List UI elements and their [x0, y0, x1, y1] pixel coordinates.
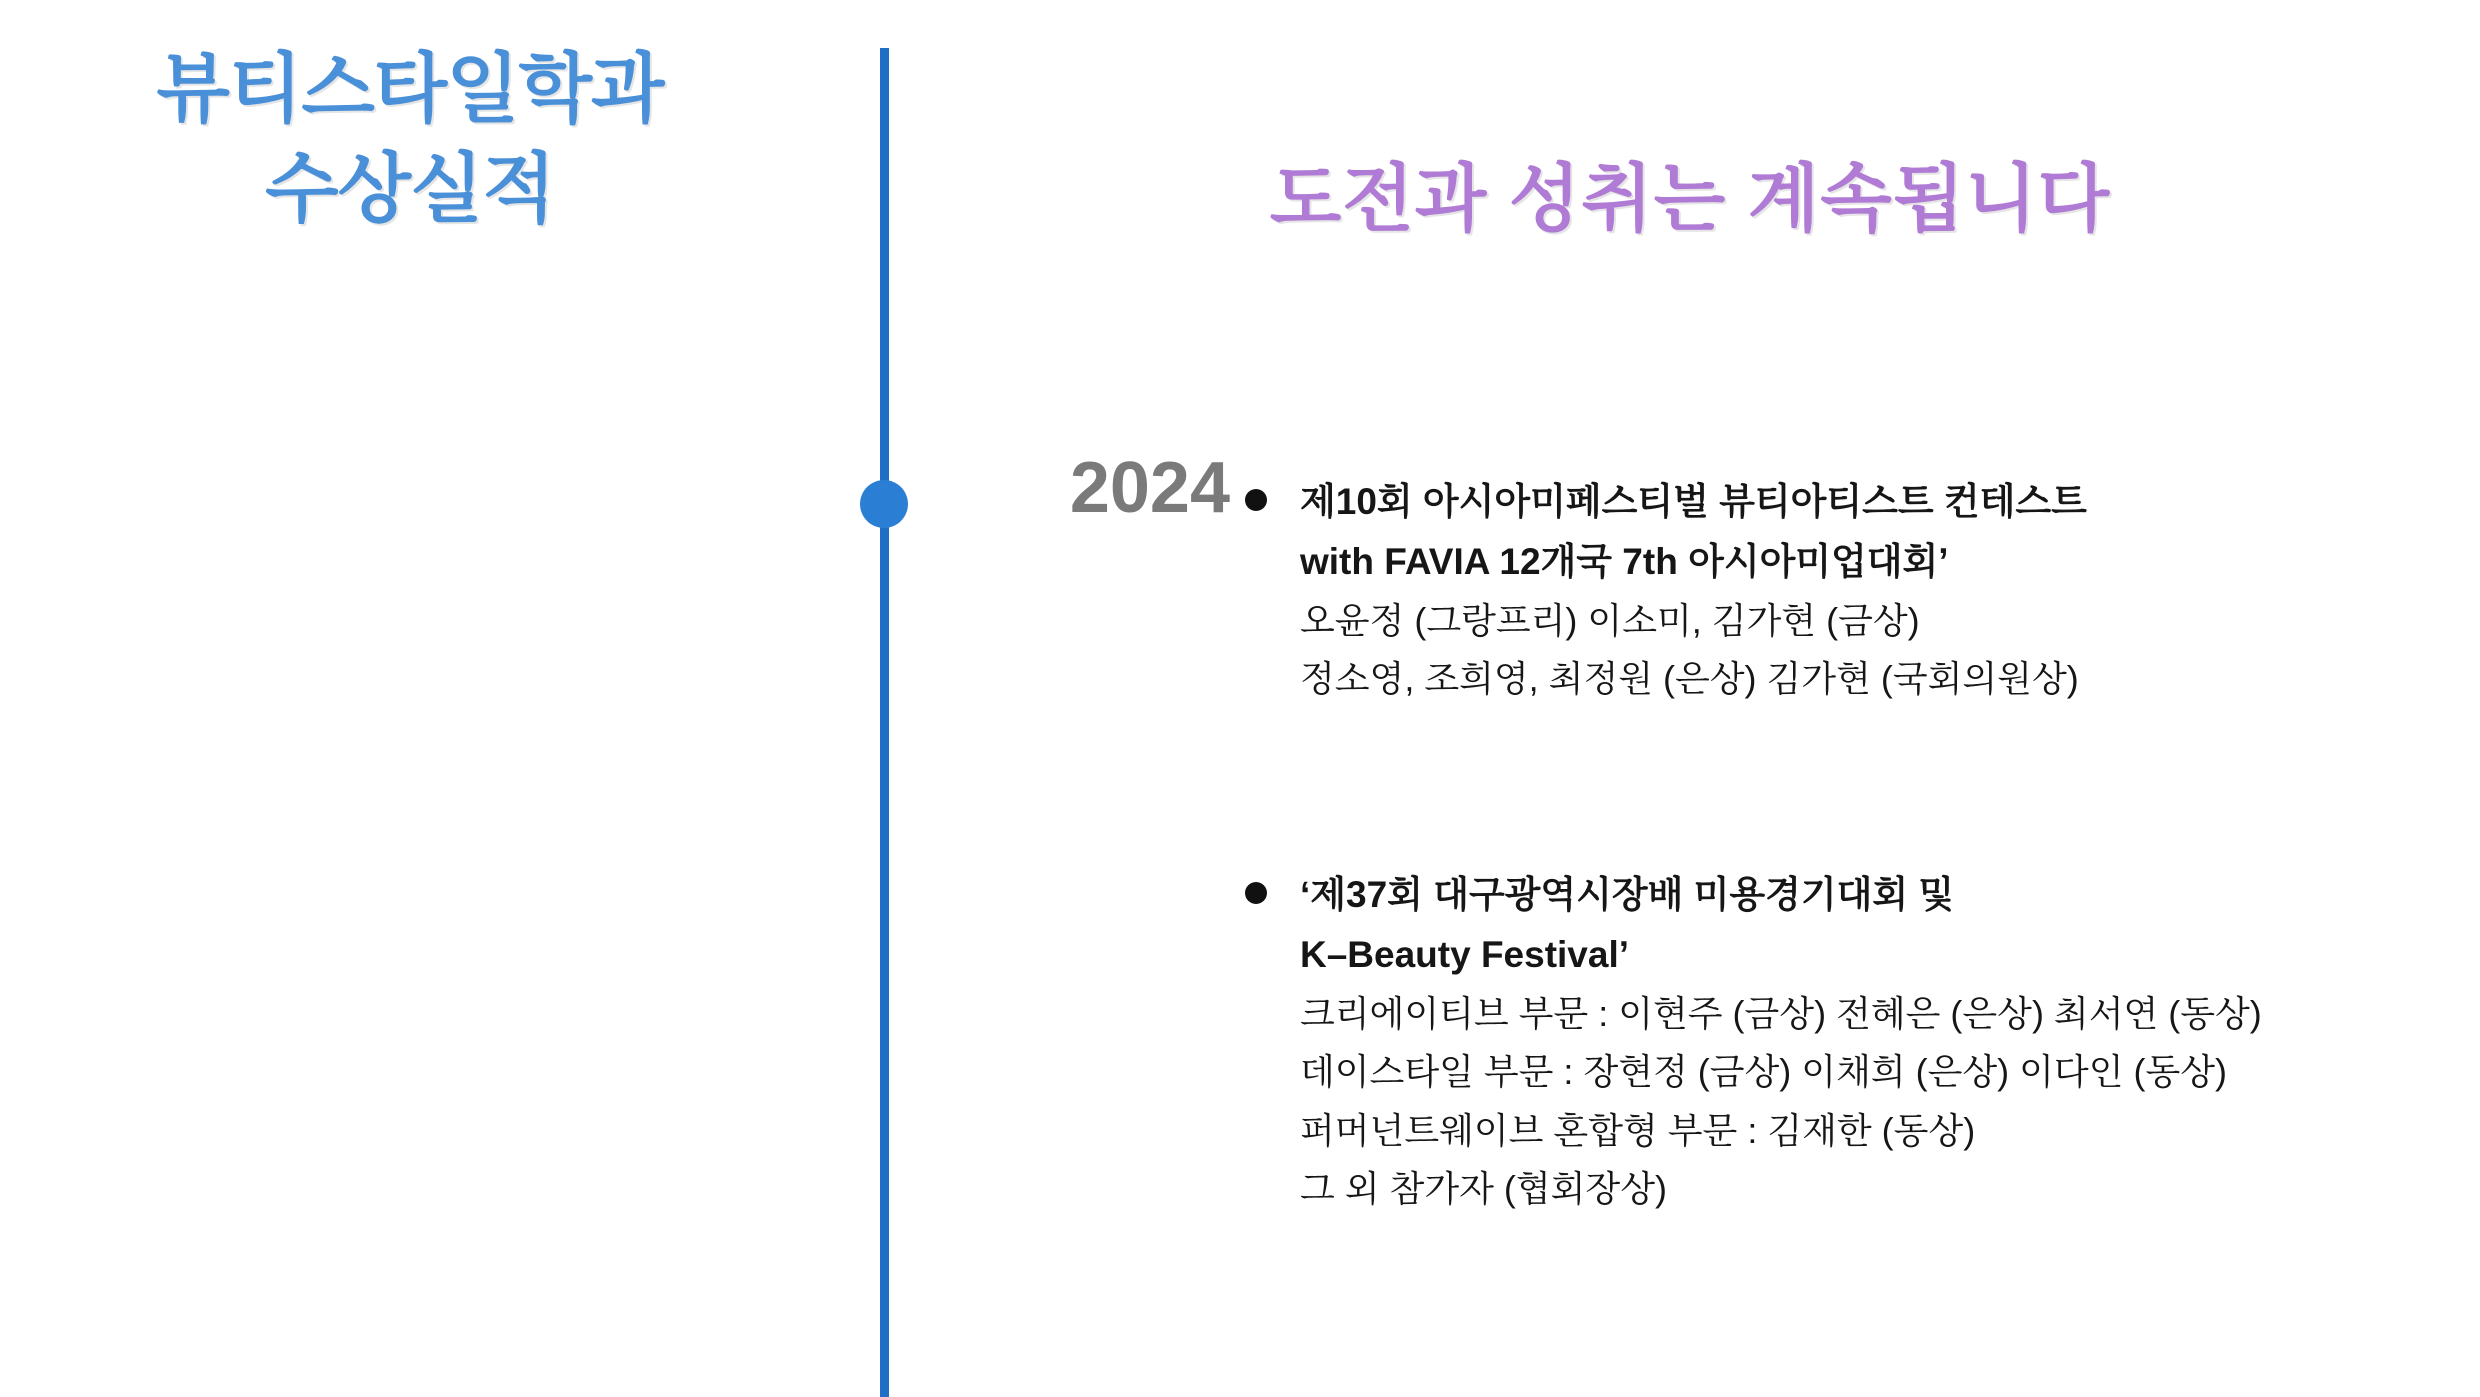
award-entry: [1245, 865, 2475, 1218]
award-entry-heading-line: K–Beauty Festival’: [1300, 933, 1630, 975]
award-entry-detail-line: 정소영, 조희영, 최정원 (은상) 김가현 (국회의원상): [1300, 658, 2079, 700]
award-entry-detail-line: 그 외 참가자 (협회장상): [1300, 1167, 1667, 1209]
award-entry-body: [1300, 472, 2475, 709]
award-entry-heading-line: with FAVIA 12개국 7th 아시아미업대회’: [1300, 540, 1949, 582]
award-entry-detail-line: 데이스타일 부문 : 장현정 (금상) 이채희 (은상) 이다인 (동상): [1300, 1051, 2228, 1093]
award-entry-detail-line: 크리에이티브 부문 : 이현주 (금상) 전혜은 (은상) 최서연 (동상): [1300, 992, 2262, 1034]
award-entry-heading-line: 제10회 아시아미페스티벌 뷰티아티스트 컨테스트: [1300, 481, 2087, 522]
award-entry-heading-line: ‘제37회 대구광역시장배 미용경기대회 및: [1300, 874, 1955, 915]
award-entry: [1245, 472, 2475, 709]
timeline-vertical-rule: [880, 48, 889, 1397]
bullet-icon: [1245, 882, 1267, 904]
award-entry-detail-line: 퍼머넌트웨이브 혼합형 부문 : 김재한 (동상): [1300, 1109, 1976, 1151]
headline: 도전과 성취는 계속됩니다: [1269, 157, 2111, 240]
timeline-year-label: 2024: [1069, 448, 1230, 528]
page-title-line-2: 수상실적: [265, 147, 555, 233]
timeline-year-dot-icon: [860, 480, 908, 528]
page-title-line-1: 뷰티스타일학과: [156, 47, 664, 132]
page-title: [0, 40, 820, 241]
award-entry-detail-line: 오윤정 (그랑프리) 이소미, 김가현 (금상): [1300, 599, 1920, 641]
bullet-icon: [1245, 489, 1267, 511]
award-entry-body: [1300, 865, 2475, 1218]
